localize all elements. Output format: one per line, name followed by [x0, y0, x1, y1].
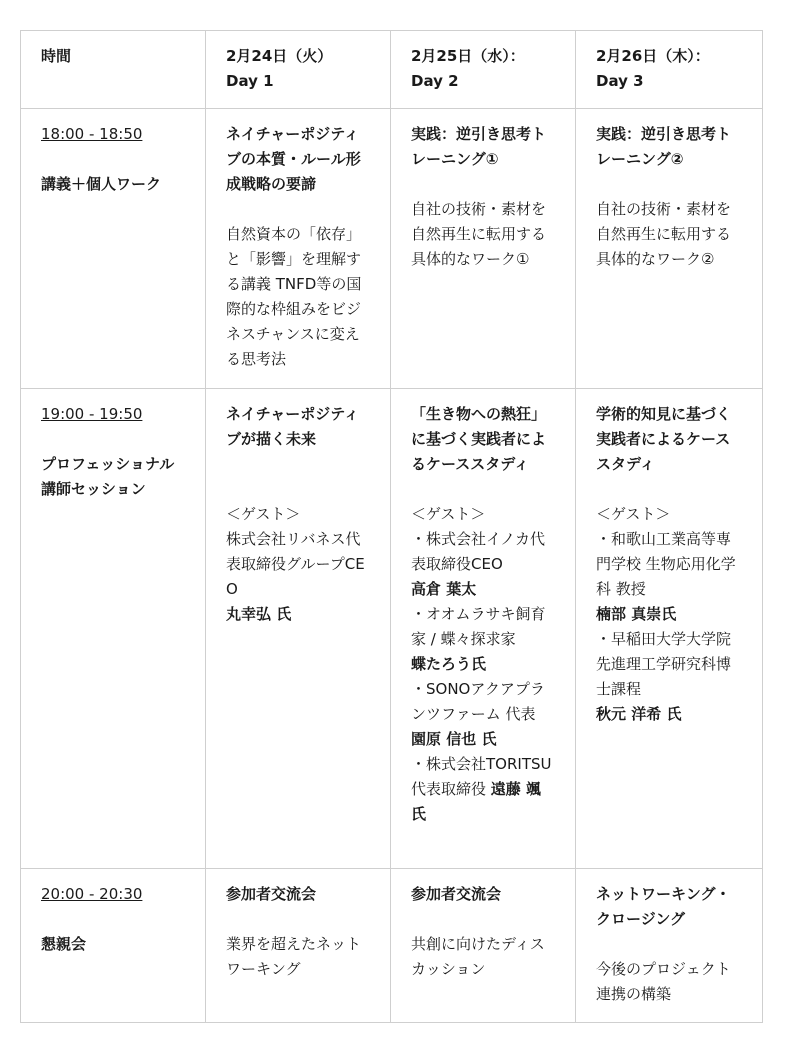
day2-cell — [391, 869, 576, 1023]
session-format: プロフェッショナル講師セッション — [41, 455, 175, 498]
guest-label: ＜ゲスト＞ — [596, 505, 671, 523]
day2-cell — [391, 389, 576, 869]
guest-affiliation: ・株式会社イノカ代表取締役CEO — [411, 530, 545, 573]
guest-name: 園原 信也 氏 — [411, 730, 497, 748]
guest-name: 蝶たろう氏 — [411, 655, 487, 673]
day3-cell — [576, 869, 763, 1023]
time-cell — [21, 109, 206, 389]
guest-affiliation: ・オオムラサキ飼育家 / 蝶々探求家 — [411, 605, 546, 648]
day1-cell — [206, 109, 391, 389]
table-row — [21, 389, 763, 869]
header-day1: 2月24日（火） Day 1 — [206, 31, 391, 109]
session-body: 自社の技術・素材を自然再生に転用する具体的なワーク② — [596, 200, 732, 268]
day3-cell — [576, 109, 763, 389]
guest-affiliation: ・SONOアクアプランツファーム 代表 — [411, 680, 545, 723]
day1-cell — [206, 869, 391, 1023]
session-title: 参加者交流会 — [411, 885, 502, 903]
session-body: 自社の技術・素材を自然再生に転用する具体的なワーク① — [411, 200, 547, 268]
time-cell — [21, 389, 206, 869]
session-format: 懇親会 — [41, 935, 87, 953]
guest-name: 楠部 真崇氏 — [596, 605, 677, 623]
guest-affiliation: ・株式会社TORITSU 代表取締役 — [411, 755, 552, 798]
session-title: 学術的知見に基づく実践者によるケーススタディ — [596, 405, 732, 473]
header-time: 時間 — [21, 31, 206, 109]
session-title: 参加者交流会 — [226, 885, 317, 903]
time-slot: 18:00 - 18:50 — [41, 125, 143, 143]
guest-affiliation: 株式会社リバネス代表取締役グループCEO — [226, 530, 365, 598]
session-format: 講義＋個人ワーク — [41, 175, 162, 193]
guest-affiliation: ・和歌山工業高等専門学校 生物応用化学科 教授 — [596, 530, 736, 598]
session-body: 共創に向けたディスカッション — [411, 935, 545, 978]
guest-affiliation: ・早稲田大学大学院先進理工学研究科博士課程 — [596, 630, 732, 698]
guest-name: 秋元 洋希 氏 — [596, 705, 682, 723]
day3-cell — [576, 389, 763, 869]
time-slot: 19:00 - 19:50 — [41, 405, 143, 423]
schedule-table — [20, 30, 763, 1023]
session-body: 今後のプロジェクト連携の構築 — [596, 960, 731, 1003]
table-row — [21, 869, 763, 1023]
session-title: ネイチャーポジティブが描く未来 — [226, 405, 360, 448]
session-body: 自然資本の「依存」と「影響」を理解する講義 TNFD等の国際的な枠組みをビジネスチャンスに変える思考法 — [226, 225, 362, 368]
day2-cell — [391, 109, 576, 389]
guest-label: ＜ゲスト＞ — [226, 505, 301, 523]
session-title: 実践：逆引き思考トレーニング② — [596, 125, 732, 168]
time-slot: 20:00 - 20:30 — [41, 885, 143, 903]
session-title: ネイチャーポジティブの本質・ルール形成戦略の要諦 — [226, 125, 361, 193]
table-row — [21, 109, 763, 389]
guest-label: ＜ゲスト＞ — [411, 505, 486, 523]
session-title: ネットワーキング・クロージング — [596, 885, 731, 928]
session-title: 「生き物への熱狂」に基づく実践者によるケーススタディ — [411, 405, 547, 473]
guest-name: 高倉 葉太 — [411, 580, 477, 598]
time-cell — [21, 869, 206, 1023]
guest-name: 丸幸弘 氏 — [226, 605, 292, 623]
session-title: 実践：逆引き思考トレーニング① — [411, 125, 547, 168]
day1-cell — [206, 389, 391, 869]
header-row — [21, 31, 763, 109]
header-day3: 2月26日（木）： Day 3 — [576, 31, 763, 109]
header-day2: 2月25日（水）： Day 2 — [391, 31, 576, 109]
session-body: 業界を超えたネットワーキング — [226, 935, 362, 978]
guest-name: 遠藤 颯 氏 — [411, 780, 542, 823]
